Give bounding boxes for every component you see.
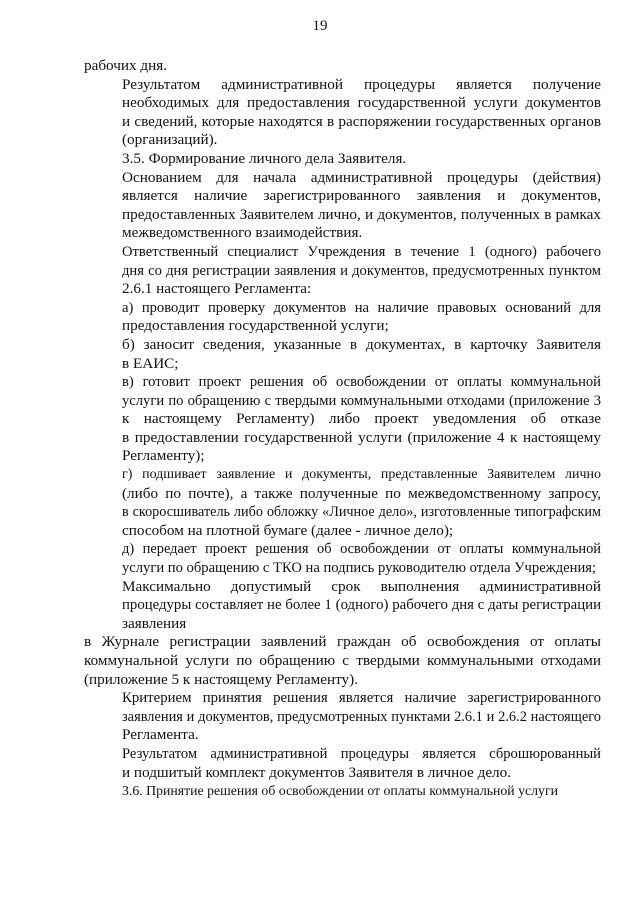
text-line: Регламенту); <box>122 447 205 465</box>
text-line: в предоставлении государственной услуги (приложение 4 к настоящему <box>122 428 601 446</box>
text-line: к настоящему Регламенту) либо проект уведомления об отказе <box>122 410 601 428</box>
paragraph <box>84 745 601 782</box>
paragraph <box>84 57 601 76</box>
paragraph <box>84 169 601 243</box>
text-line: заявления и документов, предусмотренных пунктами 2.6.1 и 2.6.2 настоящего <box>122 708 601 725</box>
text-line: способом на плотной бумаге (далее - личное дело); <box>122 521 454 539</box>
text-line: Регламента. <box>122 726 199 744</box>
text-line: рабочих дня. <box>84 57 168 74</box>
paragraph <box>84 243 601 299</box>
text-line: предоставленных Заявителем лично, и документов, полученных в рамках <box>122 205 601 223</box>
body-text <box>84 57 601 801</box>
text-line: и сведений, которые находятся в распоряжении государственных органов <box>122 112 601 130</box>
paragraph <box>84 150 601 169</box>
paragraph <box>84 466 601 540</box>
text-line: в Журнале регистрации заявлений граждан об освобождения от оплаты <box>84 633 601 651</box>
text-line: заявления <box>122 614 187 632</box>
text-line: необходимых для предоставления государственной услуги документов <box>122 94 601 112</box>
text-line: 3.5. Формирование личного дела Заявителя. <box>122 149 407 167</box>
text-line: Критерием принятия решения является наличие зарегистрированного <box>122 690 601 707</box>
text-line: в) готовит проект решения об освобождении от оплаты коммунальной <box>122 374 601 391</box>
text-line: является наличие зарегистрированного заявления и документов, <box>122 187 601 205</box>
text-line: Максимально допустимый срок выполнения административной <box>122 577 601 595</box>
text-line: б) заносит сведения, указанные в документах, в карточку Заявителя <box>122 335 601 353</box>
text-line: (либо по почте), а также полученные по межведомственному запросу, <box>122 484 601 502</box>
text-line: д) передает проект решения об освобождении от оплаты коммунальной <box>122 541 601 558</box>
text-line: г) подшивает заявление и документы, представленные Заявителем лично <box>122 467 601 483</box>
text-line: 3.6. Принятие решения об освобождении от оплаты коммунальной услуги <box>122 783 558 799</box>
text-line: в скоросшиватель либо обложку «Личное дело», изготовленные типографским <box>122 504 601 521</box>
paragraph <box>84 336 601 373</box>
paragraph <box>84 373 601 466</box>
paragraph <box>84 540 601 577</box>
text-line: межведомственного взаимодействия. <box>122 224 363 242</box>
text-line: и подшитый комплект документов Заявителя в личное дело. <box>122 763 512 781</box>
text-line: Результатом административной процедуры является сброшюрованный <box>122 745 601 762</box>
text-line: Ответственный специалист Учреждения в течение 1 (одного) рабочего <box>122 243 601 260</box>
paragraph <box>84 299 601 336</box>
text-line: (приложение 5 к настоящему Регламенту). <box>84 670 358 688</box>
text-line: услуги по обращению с твердыми коммунальными отходами (приложение 3 <box>122 392 601 409</box>
text-line: (организаций). <box>122 131 218 149</box>
text-line: а) проводит проверку документов на наличие правовых оснований для <box>122 299 601 316</box>
text-line: коммунальной услуги по обращению с твердыми коммунальными отходами <box>84 652 601 669</box>
paragraph <box>84 689 601 745</box>
paragraph <box>84 782 601 801</box>
text-line: процедуры составляет не более 1 (одного) рабочего дня с даты регистрации <box>122 597 601 614</box>
text-line: дня со дня регистрации заявления и документов, предусмотренных пунктом <box>122 262 601 279</box>
paragraph <box>84 76 601 150</box>
text-line: Основанием для начала административной процедуры (действия) <box>122 168 601 186</box>
paragraph <box>84 633 601 689</box>
paragraph <box>84 578 601 634</box>
text-line: предоставления государственной услуги; <box>122 317 389 335</box>
text-line: услуги по обращению с ТКО на подпись руководителю отдела Учреждения; <box>122 560 597 577</box>
text-line: 2.6.1 настоящего Регламента: <box>122 280 312 298</box>
text-line: в ЕАИС; <box>122 354 179 372</box>
text-line: Результатом административной процедуры является получение <box>122 75 601 93</box>
page-number: 19 <box>312 18 328 34</box>
